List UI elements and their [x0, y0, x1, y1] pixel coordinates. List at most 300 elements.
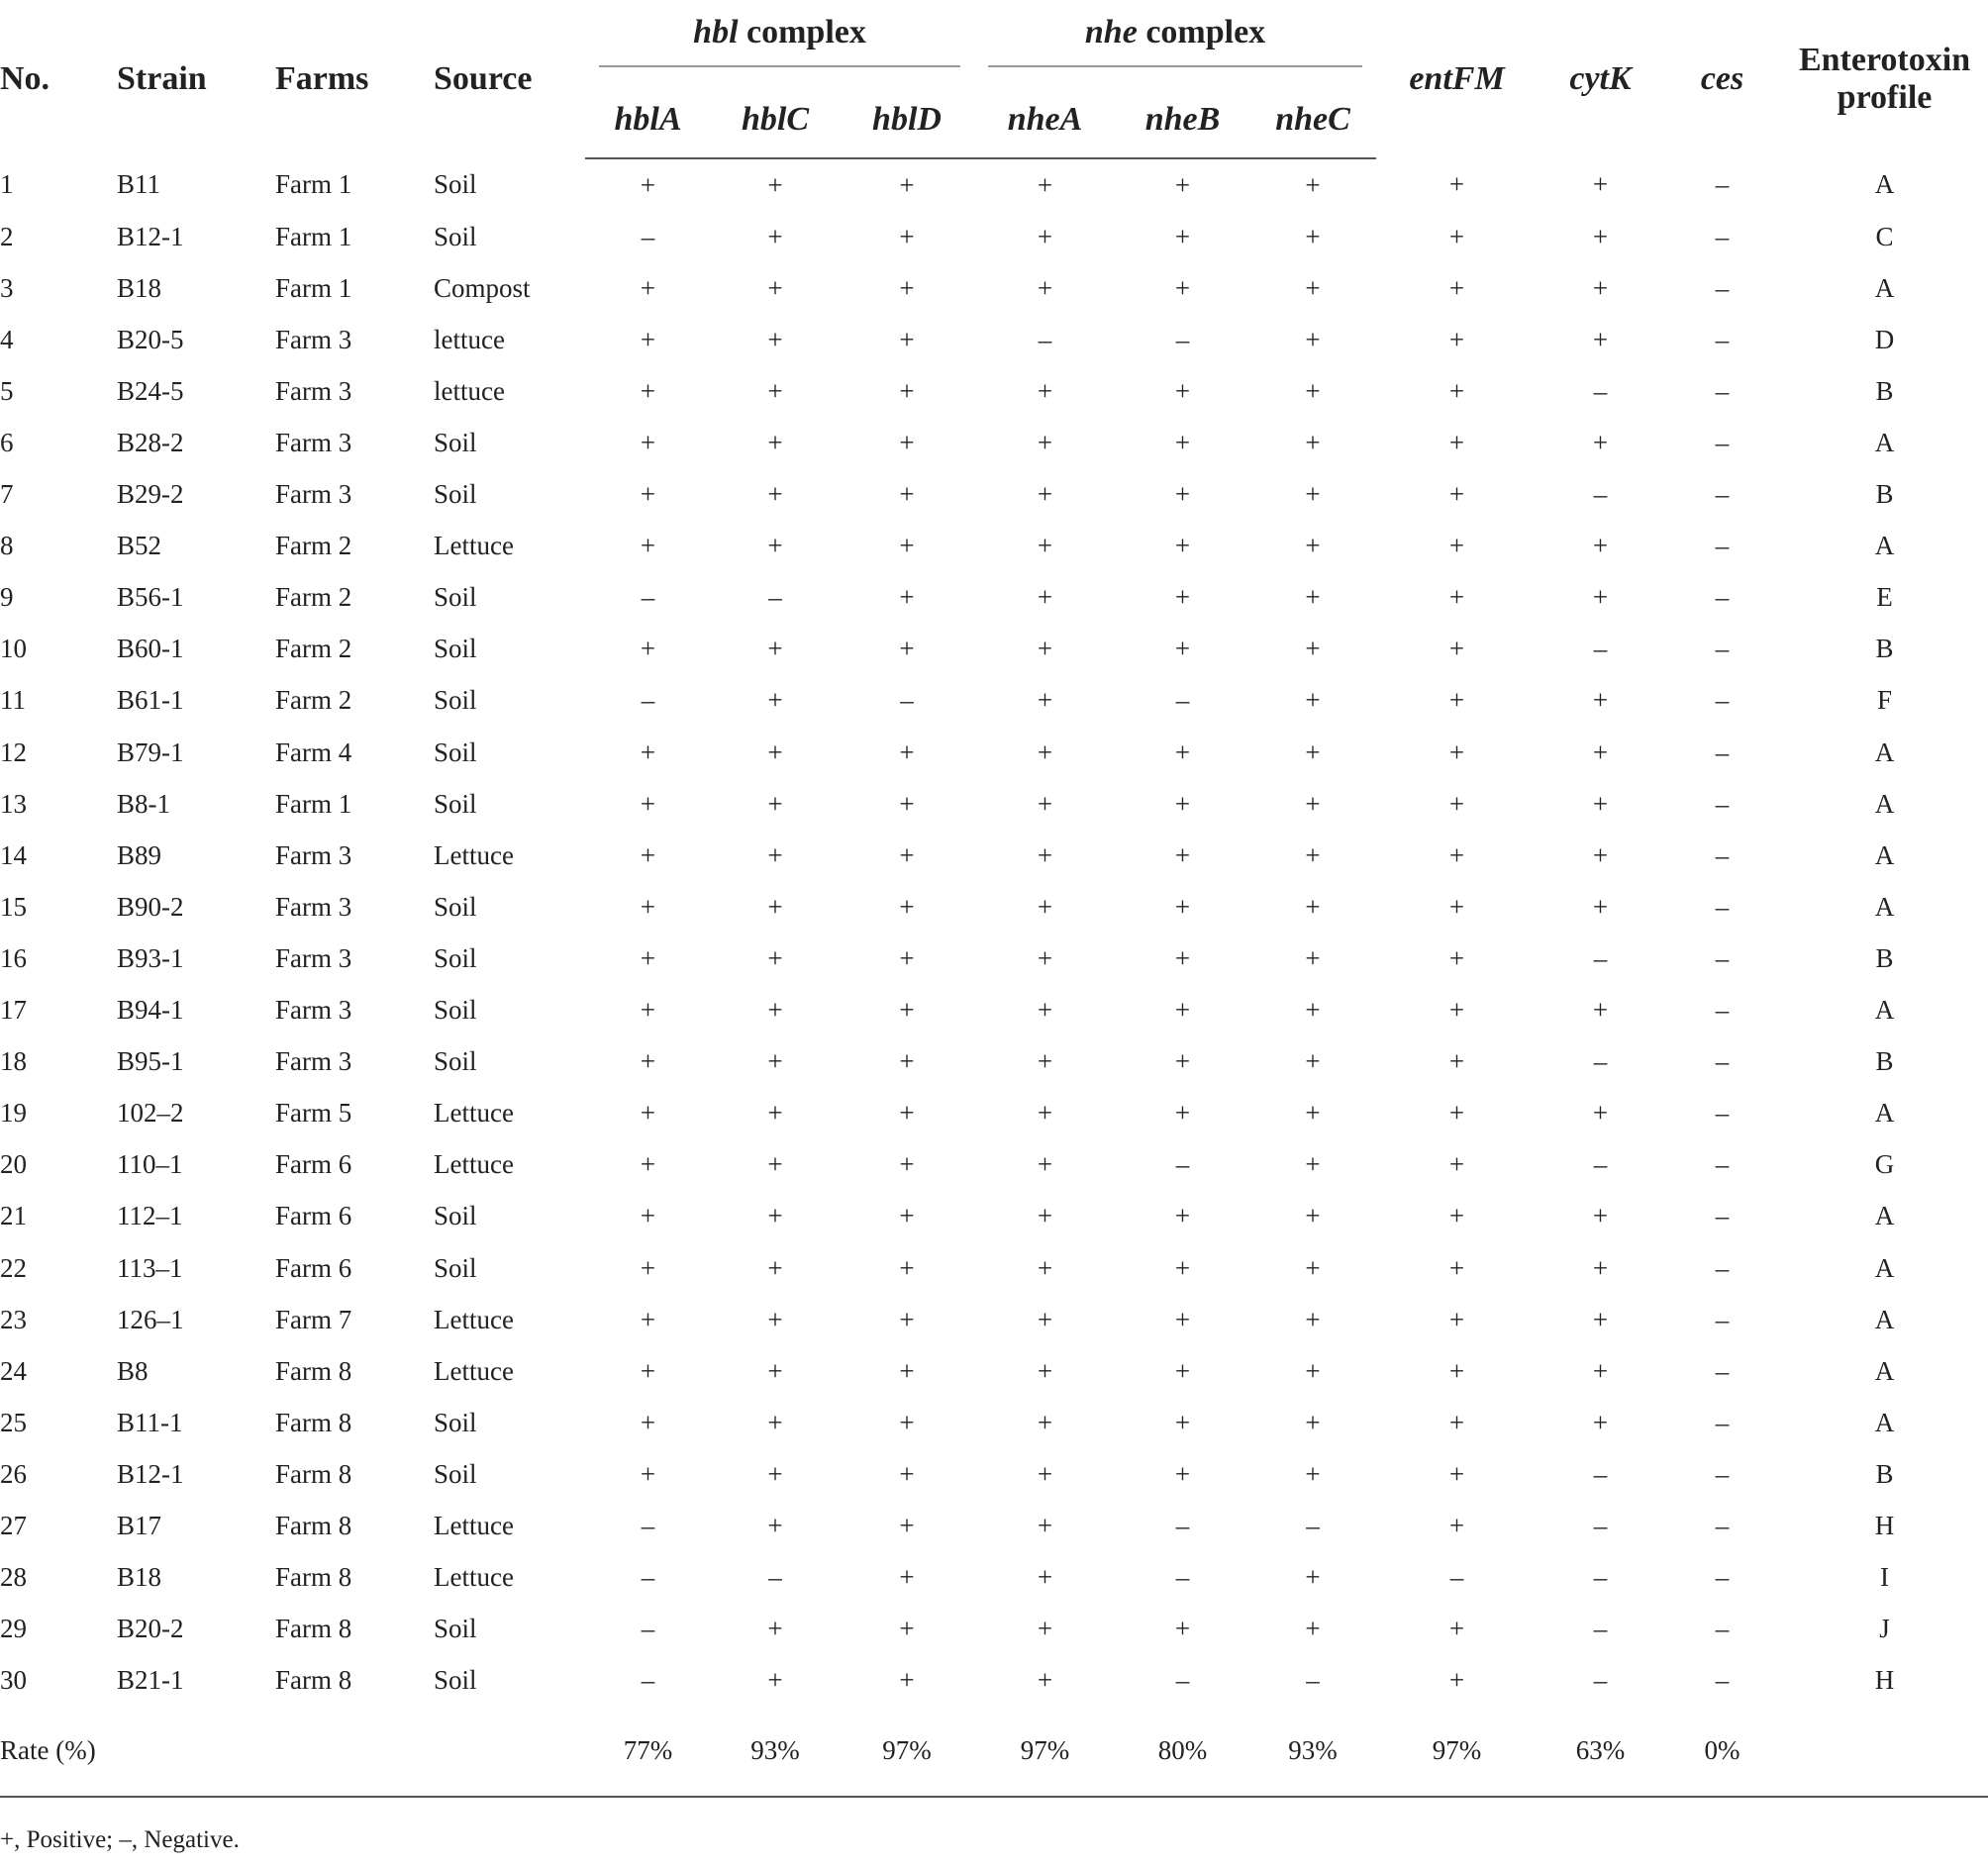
- cell-profile: A: [1874, 1304, 1895, 1334]
- cell-strain: B8-1: [117, 788, 170, 819]
- cell-farm: Farm 5: [275, 1098, 352, 1129]
- cell-ces: –: [1715, 1614, 1730, 1644]
- cell-nheB: –: [1175, 685, 1190, 716]
- cell-source: Soil: [434, 582, 477, 613]
- cell-profile: B: [1875, 1046, 1894, 1077]
- cell-strain: B24-5: [117, 375, 184, 406]
- cell-nheC: +: [1305, 891, 1321, 922]
- cell-nheA: +: [1037, 839, 1053, 870]
- cell-ces: –: [1715, 839, 1730, 870]
- cell-source: Lettuce: [434, 1510, 514, 1540]
- cell-nheB: +: [1174, 634, 1191, 664]
- cell-nheC: +: [1305, 169, 1321, 200]
- cell-nheA: +: [1037, 737, 1053, 767]
- cell-farm: Farm 1: [275, 221, 352, 251]
- cell-hblC: –: [768, 582, 782, 613]
- cell-farm: Farm 1: [275, 169, 352, 200]
- rate-hblD: 97%: [840, 1707, 974, 1797]
- cell-hblD: +: [899, 1614, 915, 1644]
- cell-entFM: +: [1448, 788, 1465, 819]
- cell-ces: –: [1715, 324, 1730, 354]
- cell-nheB: +: [1174, 788, 1191, 819]
- cell-cytK: –: [1593, 1665, 1608, 1696]
- cell-nheB: –: [1175, 1510, 1190, 1540]
- cell-hblD: +: [899, 375, 915, 406]
- cell-strain: B28-2: [117, 428, 184, 458]
- cell-no: 21: [0, 1201, 27, 1231]
- cell-hblA: +: [640, 169, 656, 200]
- cell-nheB: +: [1174, 428, 1191, 458]
- cell-no: 8: [0, 531, 14, 561]
- cell-hblA: –: [641, 1510, 655, 1540]
- cell-strain: B52: [117, 531, 162, 561]
- cell-strain: B17: [117, 1510, 162, 1540]
- cell-hblD: +: [899, 531, 915, 561]
- cell-profile: A: [1874, 1098, 1895, 1129]
- col-header-profile: [1781, 0, 1988, 158]
- cell-strain: B12-1: [117, 221, 184, 251]
- cell-no: 14: [0, 839, 27, 870]
- cell-nheC: +: [1305, 1201, 1321, 1231]
- cell-hblD: +: [899, 582, 915, 613]
- cell-farm: Farm 3: [275, 428, 352, 458]
- cell-ces: –: [1715, 375, 1730, 406]
- cell-nheB: +: [1174, 1407, 1191, 1437]
- cell-nheB: +: [1174, 1614, 1191, 1644]
- cell-hblC: +: [767, 1355, 783, 1386]
- cell-nheB: +: [1174, 1458, 1191, 1489]
- cell-no: 27: [0, 1510, 27, 1540]
- cell-source: Soil: [434, 1407, 477, 1437]
- cell-hblC: +: [767, 891, 783, 922]
- cell-farm: Farm 6: [275, 1252, 352, 1283]
- cell-source: Soil: [434, 942, 477, 973]
- cell-cytK: –: [1593, 634, 1608, 664]
- cell-profile: J: [1879, 1614, 1890, 1644]
- cell-nheB: +: [1174, 839, 1191, 870]
- cell-nheB: +: [1174, 891, 1191, 922]
- cell-entFM: +: [1448, 1149, 1465, 1180]
- cell-ces: –: [1715, 1562, 1730, 1593]
- cell-nheA: +: [1037, 582, 1053, 613]
- cell-hblA: –: [641, 582, 655, 613]
- cell-nheC: +: [1305, 685, 1321, 716]
- rate-hblC: 93%: [711, 1707, 840, 1797]
- cell-nheA: +: [1037, 1562, 1053, 1593]
- cell-hblD: +: [899, 1665, 915, 1696]
- cell-nheA: +: [1037, 169, 1053, 200]
- cell-profile: A: [1874, 839, 1895, 870]
- cell-farm: Farm 8: [275, 1665, 352, 1696]
- cell-source: Soil: [434, 221, 477, 251]
- table-row: [0, 262, 1988, 314]
- cell-strain: 126–1: [117, 1304, 184, 1334]
- cell-hblC: +: [767, 375, 783, 406]
- cell-hblD: +: [899, 1407, 915, 1437]
- cell-nheA: +: [1037, 531, 1053, 561]
- table-row: [0, 985, 1988, 1036]
- cell-ces: –: [1715, 1665, 1730, 1696]
- cell-profile: G: [1874, 1149, 1895, 1180]
- cell-cytK: +: [1592, 221, 1609, 251]
- col-header-nheB: nheB: [1116, 81, 1249, 158]
- rate-nheA: 97%: [974, 1707, 1116, 1797]
- cell-ces: –: [1715, 1149, 1730, 1180]
- cell-hblA: +: [640, 1201, 656, 1231]
- cell-nheA: +: [1037, 1304, 1053, 1334]
- cell-strain: B56-1: [117, 582, 184, 613]
- cell-profile: A: [1874, 428, 1895, 458]
- cell-cytK: +: [1592, 169, 1609, 200]
- cell-hblA: +: [640, 1355, 656, 1386]
- cell-cytK: +: [1592, 737, 1609, 767]
- cell-entFM: +: [1448, 634, 1465, 664]
- cell-ces: –: [1715, 737, 1730, 767]
- cell-nheC: –: [1306, 1665, 1320, 1696]
- cell-entFM: +: [1448, 839, 1465, 870]
- cell-strain: 110–1: [117, 1149, 183, 1180]
- cell-farm: Farm 8: [275, 1355, 352, 1386]
- cell-nheC: +: [1305, 634, 1321, 664]
- cell-profile: H: [1874, 1510, 1895, 1540]
- cell-entFM: +: [1448, 995, 1465, 1026]
- cell-hblC: +: [767, 1665, 783, 1696]
- cell-entFM: +: [1448, 1614, 1465, 1644]
- cell-hblC: +: [767, 1510, 783, 1540]
- cell-strain: B21-1: [117, 1665, 184, 1696]
- cell-farm: Farm 3: [275, 891, 352, 922]
- cell-nheB: +: [1174, 479, 1191, 510]
- cell-hblD: +: [899, 737, 915, 767]
- table-row: [0, 1191, 1988, 1242]
- cell-source: Lettuce: [434, 1355, 514, 1386]
- cell-hblD: +: [899, 1201, 915, 1231]
- rate-label: Rate (%): [0, 1707, 275, 1797]
- cell-no: 30: [0, 1665, 27, 1696]
- table-row: [0, 158, 1988, 211]
- cell-profile: H: [1874, 1665, 1895, 1696]
- cell-cytK: +: [1592, 1355, 1609, 1386]
- col-header-ces: ces: [1700, 60, 1744, 97]
- cell-farm: Farm 1: [275, 272, 352, 303]
- cell-hblD: +: [899, 428, 915, 458]
- cell-source: Soil: [434, 995, 477, 1026]
- cell-no: 9: [0, 582, 14, 613]
- cell-entFM: +: [1448, 272, 1465, 303]
- cell-hblC: +: [767, 995, 783, 1026]
- cell-hblD: +: [899, 1098, 915, 1129]
- cell-entFM: +: [1448, 942, 1465, 973]
- rate-entFM: 97%: [1376, 1707, 1538, 1797]
- cell-profile: B: [1875, 942, 1894, 973]
- cell-hblD: +: [899, 1252, 915, 1283]
- table-row: [0, 1552, 1988, 1604]
- cell-no: 24: [0, 1355, 27, 1386]
- cell-no: 1: [0, 169, 14, 200]
- cell-cytK: –: [1593, 1562, 1608, 1593]
- cell-strain: 113–1: [117, 1252, 183, 1283]
- table-row: [0, 727, 1988, 778]
- cell-ces: –: [1715, 634, 1730, 664]
- cell-entFM: +: [1448, 582, 1465, 613]
- cell-hblD: +: [899, 788, 915, 819]
- cell-hblD: +: [899, 942, 915, 973]
- cell-hblA: +: [640, 531, 656, 561]
- cell-hblA: +: [640, 1458, 656, 1489]
- cell-source: Lettuce: [434, 1098, 514, 1129]
- cell-no: 17: [0, 995, 27, 1026]
- cell-hblA: –: [641, 1614, 655, 1644]
- cell-source: Lettuce: [434, 839, 514, 870]
- cell-entFM: +: [1448, 1046, 1465, 1077]
- cell-nheA: +: [1037, 1665, 1053, 1696]
- cell-cytK: +: [1592, 685, 1609, 716]
- cell-profile: B: [1875, 634, 1894, 664]
- cell-profile: E: [1876, 582, 1893, 613]
- cell-ces: –: [1715, 428, 1730, 458]
- cell-no: 29: [0, 1614, 27, 1644]
- cell-nheC: +: [1305, 1098, 1321, 1129]
- cell-cytK: +: [1592, 582, 1609, 613]
- cell-ces: –: [1715, 169, 1730, 200]
- cell-source: Soil: [434, 1458, 477, 1489]
- cell-no: 18: [0, 1046, 27, 1077]
- cell-ces: –: [1715, 1304, 1730, 1334]
- cell-nheB: +: [1174, 942, 1191, 973]
- cell-hblA: +: [640, 1046, 656, 1077]
- cell-profile: A: [1874, 1201, 1895, 1231]
- table-row: [0, 933, 1988, 984]
- table-row: [0, 365, 1988, 417]
- cell-nheC: +: [1305, 1304, 1321, 1334]
- cell-no: 2: [0, 221, 14, 251]
- cell-entFM: +: [1448, 531, 1465, 561]
- cell-no: 16: [0, 942, 27, 973]
- col-header-hblD: hblD: [840, 81, 974, 158]
- cell-nheC: +: [1305, 1046, 1321, 1077]
- cell-strain: B8: [117, 1355, 149, 1386]
- col-header-cytK: cytK: [1569, 60, 1632, 97]
- cell-nheB: +: [1174, 737, 1191, 767]
- cell-no: 5: [0, 375, 14, 406]
- cell-hblD: +: [899, 1562, 915, 1593]
- cell-hblA: –: [641, 1562, 655, 1593]
- cell-nheC: +: [1305, 1149, 1321, 1180]
- cell-source: Soil: [434, 169, 477, 200]
- cell-strain: B29-2: [117, 479, 184, 510]
- cell-profile: I: [1880, 1562, 1890, 1593]
- cell-hblD: –: [900, 685, 914, 716]
- cell-farm: Farm 7: [275, 1304, 352, 1334]
- cell-nheA: +: [1037, 1098, 1053, 1129]
- group-header-hbl: [585, 0, 974, 81]
- cell-ces: –: [1715, 995, 1730, 1026]
- cell-strain: B89: [117, 839, 162, 870]
- cell-farm: Farm 3: [275, 479, 352, 510]
- cell-entFM: +: [1448, 1201, 1465, 1231]
- cell-hblC: +: [767, 1098, 783, 1129]
- col-header-hblC: hblC: [711, 81, 840, 158]
- cell-nheC: +: [1305, 839, 1321, 870]
- cell-nheB: –: [1175, 1665, 1190, 1696]
- cell-ces: –: [1715, 221, 1730, 251]
- rate-row: [0, 1707, 1988, 1797]
- cell-hblC: +: [767, 839, 783, 870]
- cell-strain: B12-1: [117, 1458, 184, 1489]
- rate-nheC: 93%: [1249, 1707, 1376, 1797]
- cell-strain: B18: [117, 272, 162, 303]
- cell-cytK: +: [1592, 1098, 1609, 1129]
- cell-no: 26: [0, 1458, 27, 1489]
- group-header-hbl-gene: hbl: [693, 14, 739, 50]
- cell-ces: –: [1715, 685, 1730, 716]
- cell-nheC: +: [1305, 1252, 1321, 1283]
- cell-source: Soil: [434, 891, 477, 922]
- cell-hblC: +: [767, 324, 783, 354]
- table-header: [0, 0, 1988, 158]
- cell-nheA: +: [1037, 428, 1053, 458]
- cell-hblA: +: [640, 942, 656, 973]
- cell-source: Soil: [434, 479, 477, 510]
- cell-ces: –: [1715, 1510, 1730, 1540]
- table-row: [0, 1036, 1988, 1088]
- cell-hblC: +: [767, 1458, 783, 1489]
- cell-cytK: +: [1592, 891, 1609, 922]
- table-row: [0, 778, 1988, 830]
- cell-profile: B: [1875, 375, 1894, 406]
- table-row: [0, 1500, 1988, 1551]
- cell-hblC: +: [767, 788, 783, 819]
- col-header-nheC: nheC: [1249, 81, 1376, 158]
- cell-ces: –: [1715, 942, 1730, 973]
- table-row: [0, 1397, 1988, 1448]
- cell-entFM: +: [1448, 221, 1465, 251]
- rate-ces: 0%: [1663, 1707, 1781, 1797]
- table-row: [0, 675, 1988, 727]
- cell-nheC: +: [1305, 428, 1321, 458]
- cell-hblA: +: [640, 324, 656, 354]
- cell-hblC: +: [767, 272, 783, 303]
- cell-cytK: –: [1593, 1614, 1608, 1644]
- col-header-profile-line1: Enterotoxin: [1798, 42, 1971, 78]
- table-row: [0, 1655, 1988, 1707]
- cell-hblD: +: [899, 1355, 915, 1386]
- cell-nheB: +: [1174, 531, 1191, 561]
- cell-no: 19: [0, 1098, 27, 1129]
- cell-entFM: +: [1448, 324, 1465, 354]
- cell-strain: B61-1: [117, 685, 184, 716]
- cell-ces: –: [1715, 531, 1730, 561]
- cell-hblC: +: [767, 1149, 783, 1180]
- cell-entFM: +: [1448, 169, 1465, 200]
- cell-cytK: +: [1592, 995, 1609, 1026]
- cell-farm: Farm 2: [275, 531, 352, 561]
- cell-ces: –: [1715, 1355, 1730, 1386]
- cell-farm: Farm 3: [275, 995, 352, 1026]
- cell-hblC: +: [767, 1407, 783, 1437]
- cell-strain: B20-2: [117, 1614, 184, 1644]
- cell-source: Soil: [434, 1046, 477, 1077]
- cell-source: Soil: [434, 1665, 477, 1696]
- cell-nheC: +: [1305, 1407, 1321, 1437]
- table-row: [0, 1242, 1988, 1294]
- group-header-hbl-word: complex: [738, 14, 866, 50]
- cell-hblA: –: [641, 1665, 655, 1696]
- cell-cytK: –: [1593, 1046, 1608, 1077]
- cell-hblD: +: [899, 221, 915, 251]
- cell-no: 13: [0, 788, 27, 819]
- cell-cytK: +: [1592, 272, 1609, 303]
- table-row: [0, 1448, 1988, 1500]
- cell-entFM: +: [1448, 479, 1465, 510]
- table-row: [0, 830, 1988, 881]
- group-header-nhe-word: complex: [1137, 14, 1266, 50]
- col-header-source: Source: [434, 60, 533, 97]
- cell-nheB: +: [1174, 221, 1191, 251]
- cell-profile: A: [1874, 169, 1895, 200]
- table-footnote: +, Positive; –, Negative.: [0, 1826, 240, 1853]
- cell-nheB: +: [1174, 1201, 1191, 1231]
- cell-hblA: +: [640, 272, 656, 303]
- cell-no: 11: [0, 685, 26, 716]
- table-row: [0, 521, 1988, 572]
- col-header-entFM: entFM: [1409, 60, 1505, 97]
- cell-cytK: +: [1592, 788, 1609, 819]
- cell-hblC: +: [767, 1304, 783, 1334]
- cell-nheC: +: [1305, 1355, 1321, 1386]
- cell-nheC: +: [1305, 531, 1321, 561]
- cell-nheB: –: [1175, 1149, 1190, 1180]
- cell-strain: B20-5: [117, 324, 184, 354]
- cell-hblC: +: [767, 634, 783, 664]
- cell-hblA: +: [640, 1407, 656, 1437]
- cell-source: Soil: [434, 428, 477, 458]
- cell-farm: Farm 8: [275, 1407, 352, 1437]
- cell-hblC: +: [767, 1252, 783, 1283]
- cell-source: lettuce: [434, 375, 505, 406]
- cell-hblD: +: [899, 1510, 915, 1540]
- cell-nheA: +: [1037, 634, 1053, 664]
- cell-nheA: +: [1037, 788, 1053, 819]
- cell-farm: Farm 3: [275, 942, 352, 973]
- cell-entFM: +: [1448, 891, 1465, 922]
- cell-strain: B11: [117, 169, 161, 200]
- cell-hblD: +: [899, 634, 915, 664]
- cell-source: Lettuce: [434, 1304, 514, 1334]
- cell-ces: –: [1715, 1458, 1730, 1489]
- cell-hblA: +: [640, 634, 656, 664]
- col-header-profile-line2: profile: [1837, 79, 1933, 116]
- cell-nheB: +: [1174, 1046, 1191, 1077]
- cell-profile: A: [1874, 891, 1895, 922]
- cell-profile: A: [1874, 788, 1895, 819]
- cell-hblD: +: [899, 1304, 915, 1334]
- cell-hblD: +: [899, 1149, 915, 1180]
- cell-hblA: +: [640, 788, 656, 819]
- cell-nheA: +: [1037, 1407, 1053, 1437]
- col-header-strain: Strain: [117, 60, 207, 97]
- cell-farm: Farm 1: [275, 788, 352, 819]
- cell-nheB: +: [1174, 272, 1191, 303]
- cell-hblA: –: [641, 685, 655, 716]
- cell-no: 22: [0, 1252, 27, 1283]
- cell-nheB: +: [1174, 995, 1191, 1026]
- cell-nheA: –: [1038, 324, 1052, 354]
- cell-ces: –: [1715, 1201, 1730, 1231]
- cell-nheC: +: [1305, 221, 1321, 251]
- cell-no: 10: [0, 634, 27, 664]
- cell-profile: A: [1874, 1355, 1895, 1386]
